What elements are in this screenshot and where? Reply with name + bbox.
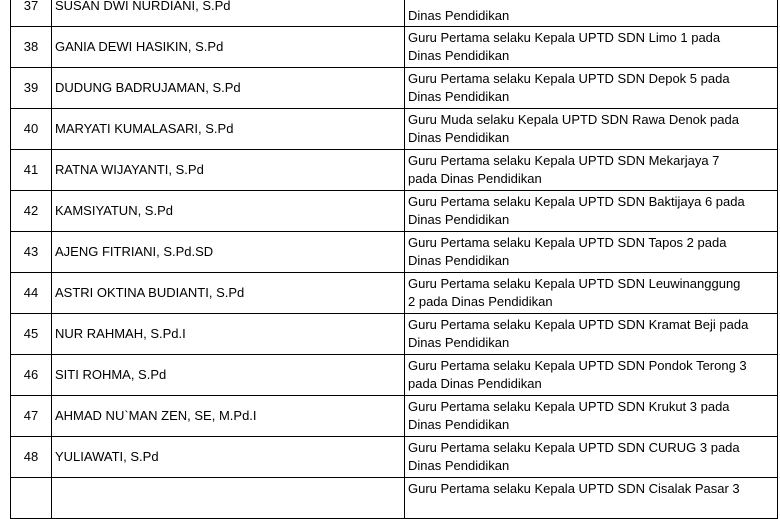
- official-position: [405, 478, 778, 519]
- official-position: [405, 437, 778, 478]
- row-number: 43: [11, 232, 52, 273]
- position-line-2: 2 pada Dinas Pendidikan: [408, 294, 553, 309]
- table-row: [11, 273, 778, 314]
- official-name: YULIAWATI, S.Pd: [52, 437, 405, 478]
- official-position: [405, 273, 778, 314]
- official-position: [405, 68, 778, 109]
- table-row: [11, 0, 778, 27]
- position-line-2: Dinas Pendidikan: [408, 212, 510, 227]
- official-name: GANIA DEWI HASIKIN, S.Pd: [52, 27, 405, 68]
- row-number: 48: [11, 437, 52, 478]
- row-number: 38: [11, 27, 52, 68]
- official-name: MARYATI KUMALASARI, S.Pd: [52, 109, 405, 150]
- table-row: [11, 355, 778, 396]
- official-name: DUDUNG BADRUJAMAN, S.Pd: [52, 68, 405, 109]
- official-name: KAMSIYATUN, S.Pd: [52, 191, 405, 232]
- official-name: AHMAD NU`MAN ZEN, SE, M.Pd.I: [52, 396, 405, 437]
- position-line-2: Dinas Pendidikan: [408, 458, 510, 473]
- official-position: [405, 191, 778, 232]
- official-position: [405, 109, 778, 150]
- position-line-2: Dinas Pendidikan: [408, 89, 510, 104]
- official-name: NUR RAHMAH, S.Pd.I: [52, 314, 405, 355]
- table-row: [11, 478, 778, 519]
- official-name: SUSAN DWI NURDIANI, S.Pd: [52, 0, 405, 27]
- position-line-1: Guru Pertama selaku Kepala UPTD SDN Leuwinanggung: [408, 276, 741, 291]
- position-line-1: Guru Pertama selaku Kepala UPTD SDN Depok 5 pada: [408, 71, 730, 86]
- official-name: RATNA WIJAYANTI, S.Pd: [52, 150, 405, 191]
- table-row: [11, 437, 778, 478]
- position-line-1: Guru Pertama selaku Kepala UPTD SDN Tapos 2 pada: [408, 235, 727, 250]
- table-row: [11, 68, 778, 109]
- position-line-2: Dinas Pendidikan: [408, 253, 510, 268]
- row-number: 40: [11, 109, 52, 150]
- row-number: 45: [11, 314, 52, 355]
- row-number: 47: [11, 396, 52, 437]
- position-line-2: Dinas Pendidikan: [408, 130, 510, 145]
- position-line-1: Guru Pertama selaku Kepala UPTD SDN Baktijaya 6 pada: [408, 194, 745, 209]
- document-page: [10, 0, 777, 519]
- row-number: 39: [11, 68, 52, 109]
- table-row: [11, 109, 778, 150]
- row-number: 46: [11, 355, 52, 396]
- position-line-1: Guru Muda selaku Kepala UPTD SDN Rawa Denok pada: [408, 112, 739, 127]
- row-number: 44: [11, 273, 52, 314]
- official-name: AJENG FITRIANI, S.Pd.SD: [52, 232, 405, 273]
- table-row: [11, 232, 778, 273]
- official-position: [405, 150, 778, 191]
- row-number: 42: [11, 191, 52, 232]
- position-line-2: pada Dinas Pendidikan: [408, 171, 542, 186]
- position-line-2: Dinas Pendidikan: [408, 8, 510, 23]
- row-number: 41: [11, 150, 52, 191]
- position-line-2: Dinas Pendidikan: [408, 335, 510, 350]
- row-number: [11, 478, 52, 519]
- position-line-1: Guru Pertama selaku Kepala UPTD SDN Pondok Terong 3: [408, 358, 747, 373]
- table-row: [11, 396, 778, 437]
- position-line-1: Guru Pertama selaku Kepala UPTD SDN Limo 1 pada: [408, 30, 721, 45]
- position-line-2: Dinas Pendidikan: [408, 48, 510, 63]
- table-row: [11, 27, 778, 68]
- table-row: [11, 314, 778, 355]
- official-position: [405, 0, 778, 27]
- official-position: [405, 314, 778, 355]
- position-line-1: Guru Pertama selaku Kepala UPTD SDN Kramat Beji pada: [408, 317, 749, 332]
- official-name: ASTRI OKTINA BUDIANTI, S.Pd: [52, 273, 405, 314]
- table-row: [11, 191, 778, 232]
- official-position: [405, 355, 778, 396]
- official-position: [405, 232, 778, 273]
- official-name: [52, 478, 405, 519]
- position-line-1: Guru Pertama selaku Kepala UPTD SDN CURUG 3 pada: [408, 440, 740, 455]
- row-number: 37: [11, 0, 52, 27]
- position-line-1: Guru Pertama selaku Kepala UPTD SDN Mekarjaya 7: [408, 153, 720, 168]
- position-line-2: Dinas Pendidikan: [408, 417, 510, 432]
- position-line-1: Guru Pertama selaku Kepala UPTD SDN Cisalak Pasar 3: [408, 481, 740, 496]
- table-row: [11, 150, 778, 191]
- official-name: SITI ROHMA, S.Pd: [52, 355, 405, 396]
- position-line-2: pada Dinas Pendidikan: [408, 376, 542, 391]
- official-position: [405, 27, 778, 68]
- official-position: [405, 396, 778, 437]
- position-line-1: Guru Pertama selaku Kepala UPTD SDN Krukut 3 pada: [408, 399, 730, 414]
- official-list-table: [10, 0, 778, 519]
